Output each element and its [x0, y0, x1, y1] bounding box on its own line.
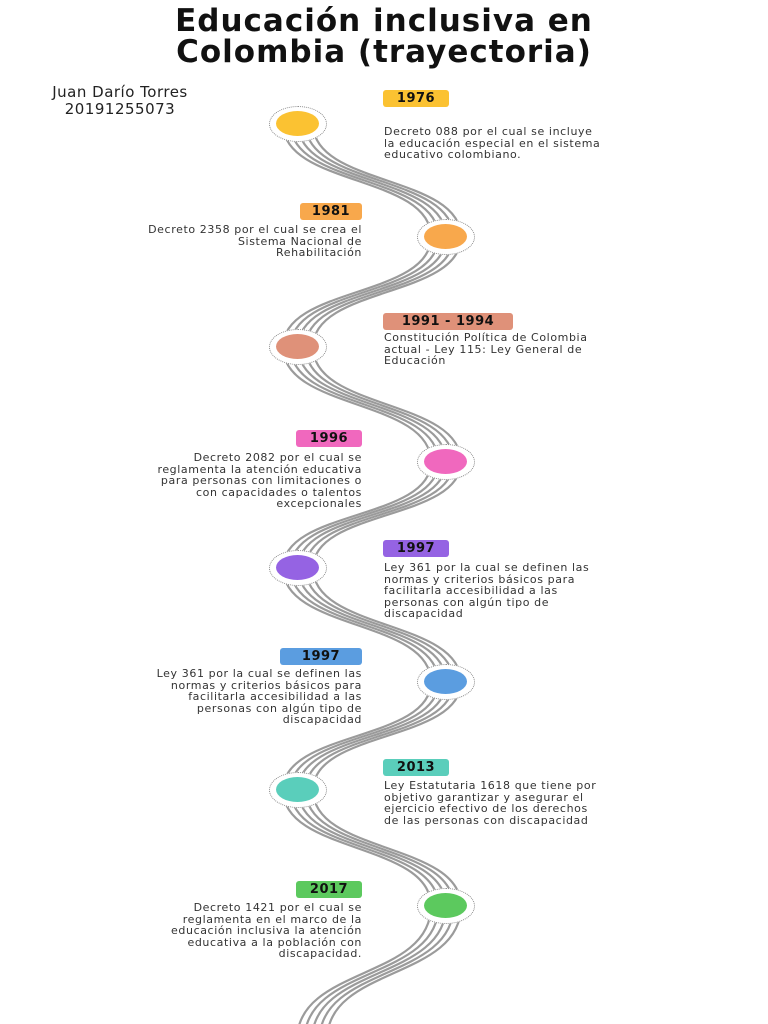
timeline-node-7	[269, 772, 327, 808]
year-badge-8: 2017	[296, 881, 362, 898]
year-badge-6: 1997	[280, 648, 362, 665]
timeline-node-fill	[424, 224, 467, 249]
event-description-3: Constitución Política de Colombia actual - Ley 115: Ley General de Educación	[384, 331, 588, 367]
timeline-node-2	[417, 219, 475, 255]
timeline-node-8	[417, 888, 475, 924]
event-description-8: Decreto 1421 por el cual se reglamenta en el marco de la educación inclusiva la atención educativa a la población con discapacidad.	[171, 901, 362, 960]
timeline-node-fill	[276, 334, 319, 359]
title-line-2: Colombia (trayectoria)	[176, 34, 592, 70]
event-description-1: Decreto 088 por el cual se incluye la educación especial en el sistema educativo colombiano.	[384, 125, 601, 161]
event-description-6: Ley 361 por la cual se definen las normas y criterios básicos para facilitarla accesibilidad a las personas con algún tipo de discapacidad	[156, 667, 362, 726]
timeline-node-3	[269, 329, 327, 365]
timeline-node-fill	[276, 111, 319, 136]
timeline-node-fill	[424, 669, 467, 694]
timeline-node-5	[269, 550, 327, 586]
year-badge-4: 1996	[296, 430, 362, 447]
year-badge-3: 1991 - 1994	[383, 313, 513, 330]
year-badge-2: 1981	[300, 203, 362, 220]
timeline-node-4	[417, 444, 475, 480]
event-description-4: Decreto 2082 por el cual se reglamenta la atención educativa para personas con limitaciones o con capacidades o talentos excepcionales	[157, 451, 362, 510]
title-line-1: Educación inclusiva en	[175, 3, 593, 39]
event-description-7: Ley Estatutaria 1618 que tiene por objetivo garantizar y asegurar el ejercicio efectivo de los derechos de las personas con discapacidad	[384, 779, 597, 827]
event-description-2: Decreto 2358 por el cual se crea el Sistema Nacional de Rehabilitación	[148, 223, 362, 259]
timeline-node-fill	[424, 449, 467, 474]
year-badge-7: 2013	[383, 759, 449, 776]
author-code: 20191255073	[64, 100, 176, 118]
timeline-node-fill	[276, 777, 319, 802]
timeline-node-fill	[276, 555, 319, 580]
event-description-5: Ley 361 por la cual se definen las normas y criterios básicos para facilitarla accesibilidad a las personas con algún tipo de discapacidad	[384, 561, 590, 620]
year-badge-5: 1997	[383, 540, 449, 557]
year-badge-1: 1976	[383, 90, 449, 107]
timeline-node-6	[417, 664, 475, 700]
timeline-node-1	[269, 106, 327, 142]
author-name: Juan Darío Torres	[52, 83, 188, 101]
timeline-node-fill	[424, 893, 467, 918]
